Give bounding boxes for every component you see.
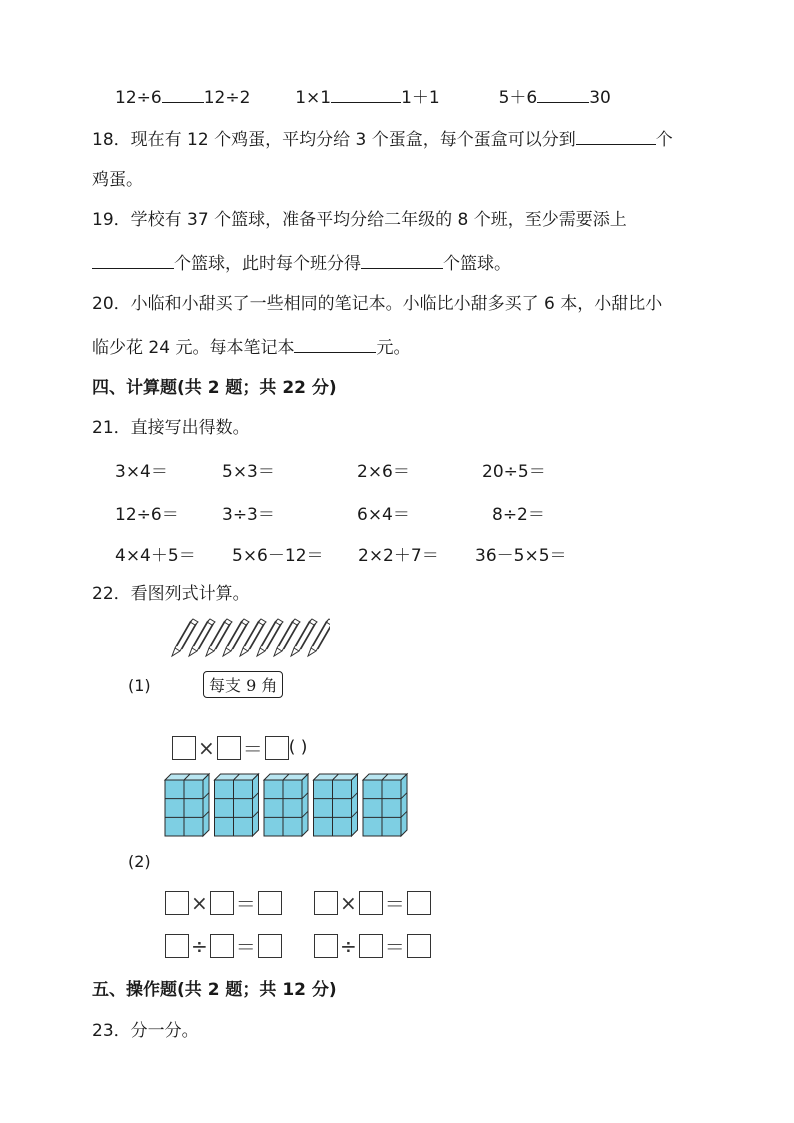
question-19: 19．学校有 37 个篮球，准备平均分给二年级的 8 个班，至少需要添上 [92, 210, 627, 230]
compare-right-1: 12÷2 [203, 88, 251, 108]
section-4-title: 四、计算题(共 2 题；共 22 分) [92, 378, 337, 398]
calc-item: 5×6－12＝ [232, 546, 324, 566]
q19-mid: 个篮球，此时每个班分得 [174, 254, 361, 274]
equals-sign: ＝ [384, 935, 405, 959]
answer-box[interactable] [407, 934, 431, 958]
answer-box[interactable] [165, 891, 189, 915]
q18-unit: 个 [655, 130, 673, 150]
compare-left-3: 5＋6 [498, 88, 538, 108]
equals-sign: ＝ [235, 892, 256, 916]
answer-blank[interactable] [162, 84, 204, 103]
times-sign: × [340, 890, 357, 915]
answer-box[interactable] [165, 934, 189, 958]
answer-box[interactable] [210, 891, 234, 915]
calc-item: 2×6＝ [357, 462, 410, 482]
part-1-label: (1) [128, 676, 151, 695]
equation-1 [172, 733, 307, 762]
calc-item: 20÷5＝ [482, 462, 546, 482]
q19-line2 [92, 250, 511, 276]
answer-blank[interactable] [361, 250, 443, 269]
answer-box[interactable] [217, 736, 241, 760]
question-21-title: 21．直接写出得数。 [92, 418, 250, 438]
question-23-title: 23．分一分。 [92, 1021, 199, 1041]
question-22-title: 22．看图列式计算。 [92, 584, 250, 604]
answer-box[interactable] [359, 891, 383, 915]
q18-text: 18．现在有 12 个鸡蛋，平均分给 3 个蛋盒，每个蛋盒可以分到 [92, 130, 576, 150]
unit-paren: ( ) [288, 737, 308, 758]
calc-item: 3×4＝ [115, 462, 168, 482]
pencil-icon [240, 619, 266, 656]
calc-item: 3÷3＝ [222, 505, 275, 525]
calc-item: 2×2＋7＝ [358, 546, 439, 566]
q20-mid: 临少花 24 元。每本笔记本 [92, 338, 295, 358]
divide-sign: ÷ [191, 933, 208, 958]
compare-left-1: 12÷6 [115, 88, 162, 108]
answer-box[interactable] [258, 934, 282, 958]
equals-sign: ＝ [384, 892, 405, 916]
answer-box[interactable] [172, 736, 196, 760]
compare-right-3: 30 [589, 88, 611, 108]
equation-2d [314, 931, 431, 960]
answer-box[interactable] [265, 736, 289, 760]
cube-stack [215, 774, 259, 836]
answer-blank[interactable] [294, 334, 376, 353]
cube-stack [363, 774, 407, 836]
calc-item: 5×3＝ [222, 462, 275, 482]
part-2-label: (2) [128, 852, 151, 871]
compare-right-2: 1＋1 [401, 88, 440, 108]
divide-sign: ÷ [340, 933, 357, 958]
answer-blank[interactable] [92, 250, 174, 269]
pencil-icon [206, 619, 232, 656]
answer-box[interactable] [359, 934, 383, 958]
equation-2a [165, 888, 282, 917]
calc-item: 36－5×5＝ [475, 546, 567, 566]
cube-stack [314, 774, 358, 836]
times-sign: × [191, 890, 208, 915]
answer-box[interactable] [314, 934, 338, 958]
calc-item: 12÷6＝ [115, 505, 179, 525]
calc-item: 8÷2＝ [492, 505, 545, 525]
answer-blank[interactable] [331, 84, 401, 103]
equation-2c [165, 931, 282, 960]
pencils-illustration [168, 618, 330, 660]
pencil-icon [189, 619, 215, 656]
answer-box[interactable] [210, 934, 234, 958]
question-20: 20．小临和小甜买了一些相同的笔记本。小临比小甜多买了 6 本，小甜比小 [92, 294, 663, 314]
calc-item: 6×4＝ [357, 505, 410, 525]
answer-box[interactable] [258, 891, 282, 915]
compare-left-2: 1×1 [295, 88, 332, 108]
times-sign: × [198, 735, 215, 760]
equals-sign: ＝ [235, 935, 256, 959]
pencil-icon [223, 619, 249, 656]
question-18 [92, 126, 673, 152]
price-tag: 每支 9 角 [203, 671, 283, 698]
answer-blank[interactable] [537, 84, 589, 103]
q18-line2: 鸡蛋。 [92, 170, 143, 190]
pencil-icon [274, 619, 300, 656]
equation-2b [314, 888, 431, 917]
calc-item: 4×4＋5＝ [115, 546, 196, 566]
cube-stack [264, 774, 308, 836]
section-5-title: 五、操作题(共 2 题；共 12 分) [92, 980, 337, 1000]
pencil-icon [308, 619, 330, 656]
q20-end: 元。 [376, 338, 411, 358]
q19-end: 个篮球。 [443, 254, 511, 274]
pencil-icon [291, 619, 317, 656]
equals-sign: ＝ [242, 737, 263, 761]
pencil-icon [172, 619, 198, 656]
answer-blank[interactable] [576, 126, 656, 145]
pencil-icon [257, 619, 283, 656]
cubes-illustration [162, 772, 410, 838]
q20-line2 [92, 334, 410, 360]
compare-row [115, 84, 611, 110]
answer-box[interactable] [407, 891, 431, 915]
cube-stack [165, 774, 209, 836]
answer-box[interactable] [314, 891, 338, 915]
